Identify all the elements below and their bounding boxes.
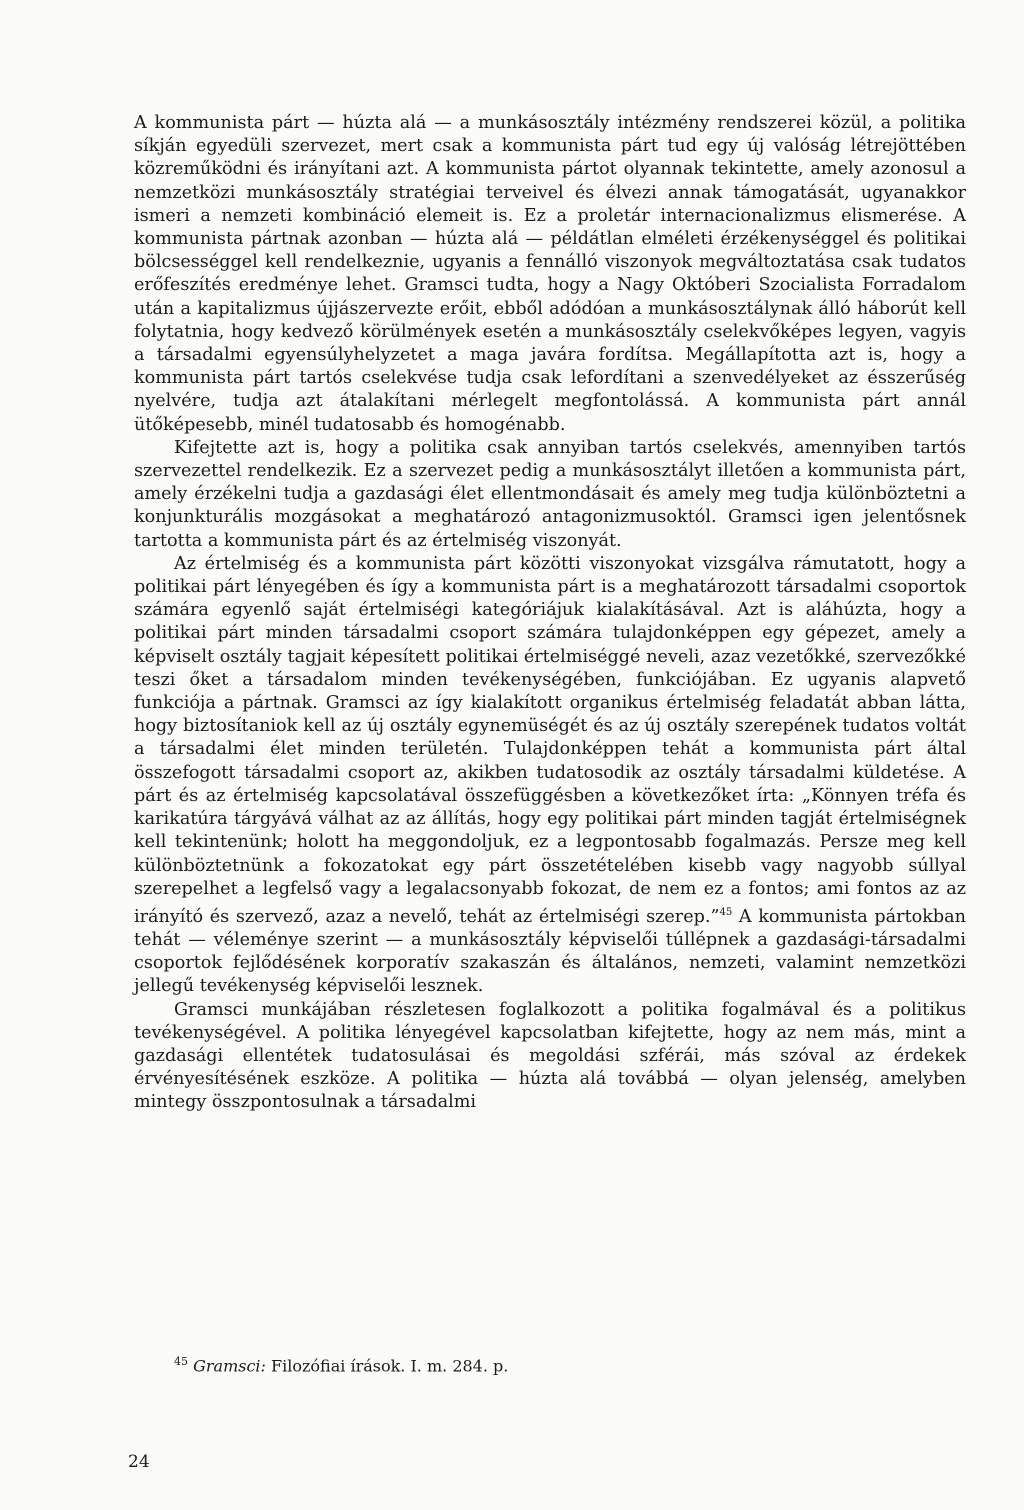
paragraph-1: A kommunista párt — húzta alá — a munkásosztály intézmény rendszerei közül, a politika síkján egyedüli szervezet, mert csak a kommunista párt tud egy új valóság létrejöttében közreműködni és irányítani azt. A kommunista pártot olyannak tekintette, amely azonosul a nemzetközi munkásosztály stratégiai terveivel és élvezi annak támogatását, ugyanakkor ismeri a nemzeti kombináció elemeit is. Ez a proletár internacionalizmus elismerése. A kommunista pártnak azonban — húzta alá — példátlan elméleti érzékenységgel és politikai bölcsességgel kell rendelkeznie, ugyanis a fennálló viszonyok megváltoztatása csak tudatos erőfeszítés eredménye lehet. Gramsci tudta, hogy a Nagy Októberi Szocialista Forradalom után a kapitalizmus újjászervezte erőit, ebből adódóan a munkásosztálynak álló háborút kell folytatnia, hogy kedvező körülmények esetén a munkásosztály cselekvőképes legyen, vagyis a társadalmi egyensúlyhelyzetet a maga javára fordítsa. Megállapította azt is, hogy a kommunista párt tartós cselekvése tudja csak lefordítani a szenvedélyeket az ésszerűség nyelvére, tudja azt átalakítani mérlegelt megfontolássá. A kommunista párt annál ütőképesebb, minél tudatosabb és homogénabb. (134, 113, 966, 435)
footnote-marker: 45 (174, 1355, 188, 1368)
paragraph-4: Gramsci munkájában részletesen foglalkozott a politika fogalmával és a politikus tevékenységével. A politika lényegével kapcsolatban kifejtette, hogy az nem más, mint a gazdasági ellentétek tudatosulásai és megoldási szférái, más szóval az érdekek érvényesítésének eszköze. A politika — húzta alá továbbá — olyan jelenség, amelyben mintegy összpontosulnak a társadalmi (134, 999, 966, 1113)
footnote-reference: 45 (719, 906, 733, 918)
footnote-author: Gramsci: (193, 1356, 266, 1376)
paragraph-3-text: Az értelmiség és a kommunista párt közötti viszonyokat vizsgálva rámutatott, hogy a politikai párt lényegében és így a kommunista párt is a meghatározott társadalmi csoportok számára egyenlő saját értelmiségi kategóriájuk kialakításával. Azt is aláhúzta, hogy a politikai párt minden társadalmi csoport számára tulajdonképpen egy gépezet, amely a képviselt osztály tagjait képesített politikai értelmiséggé neveli, azaz vezetőkké, szervezőkké teszi őket a társadalom minden tevékenységében, funkciójában. Ez ugyanis alapvető funkciója a pártnak. Gramsci az így kialakított organikus értelmiség feladatát abban látta, hogy biztosítaniok kell az új osztály egynemüségét és az új osztály szerepének tudatos voltát a társadalmi élet minden területén. Tulajdonképpen tehát a kommunista párt által összefogott társadalmi csoport az, akikben tudatosodik az osztály társadalmi küldetése. A párt és az értelmiség kapcsolatával összefüggésben a következőket írta: „Könnyen tréfa és karikatúra tárgyává válhat az az állítás, hogy egy politikai párt minden tagját értelmiségnek kell tekintenünk; holott ha meggondoljuk, ez a legpontosabb fogalmazás. Persze meg kell különböztetnünk a fokozatokat egy párt összetételében kisebb vagy nagyobb súllyal szerepelhet a legfelső vagy a legalacsonyabb fokozat, de nem ez a fontos; ami fontos az az irányító és szervező, azaz a nevelő, tehát az értelmiségi szerep.” (134, 553, 966, 927)
page-number: 24 (128, 1452, 150, 1472)
footnote-text: Filozófiai írások. I. m. 284. p. (271, 1356, 509, 1376)
footnote (174, 1352, 508, 1376)
paragraph-3-continuation: A kommunista pártokban tehát — véleménye szerint — a munkásosztály képviselői túllépnek a gazdasági-társadalmi csoportok fejlődésének korporatív szakaszán és általános, nemzeti, valamint nemzetközi jellegű tevékenység képviselői lesznek. (134, 906, 966, 997)
paragraph-2: Kifejtette azt is, hogy a politika csak annyiban tartós cselekvés, amennyiben tartós szervezettel rendelkezik. Ez a szervezet pedig a munkásosztályt illetően a kommunista párt, amely érzékelni tudja a gazdasági élet ellentmondásait és amely meg tudja különböztetni a konjunkturális mozgásokat a meghatározó antagonizmusoktól. Gramsci igen jelentősnek tartotta a kommunista párt és az értelmiség viszonyát. (134, 437, 966, 551)
page-body (134, 112, 966, 1115)
paragraph-3 (134, 553, 966, 999)
